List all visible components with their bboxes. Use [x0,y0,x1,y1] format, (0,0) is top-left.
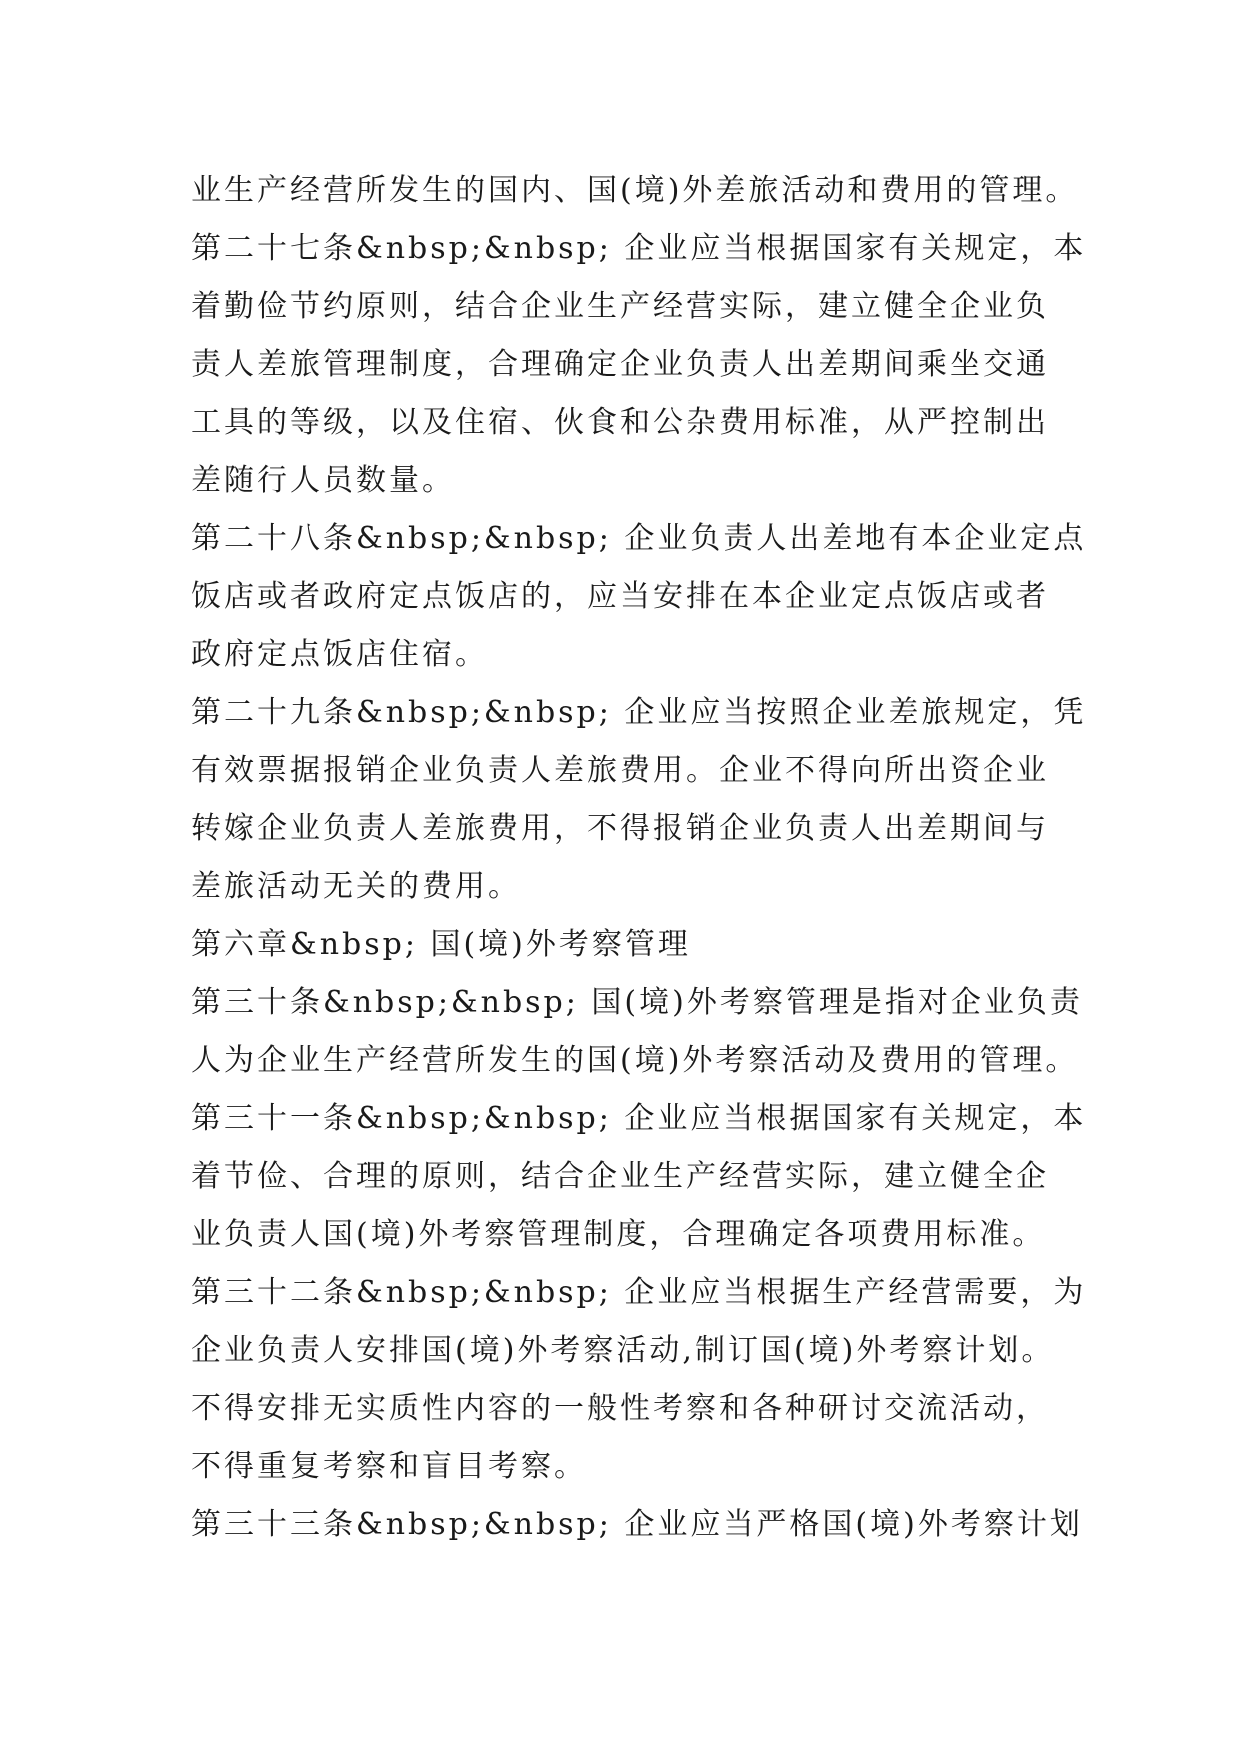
line-23: 不得重复考察和盲目考察。 [191,1449,587,1484]
line-5: 工具的等级，以及住宿、伙食和公杂费用标准，从严控制出 [191,405,1049,440]
line-4: 责人差旅管理制度，合理确定企业负责人出差期间乘坐交通 [191,347,1049,382]
line-16: 人为企业生产经营所发生的国(境)外考察活动及费用的管理。 [191,1043,1079,1078]
line-12: 转嫁企业负责人差旅费用，不得报销企业负责人出差期间与 [191,811,1049,846]
line-24: 第三十三条&nbsp;&nbsp; 企业应当严格国(境)外考察计划 [191,1507,1083,1542]
line-14: 第六章&nbsp; 国(境)外考察管理 [191,927,691,962]
line-21: 企业负责人安排国(境)外考察活动,制订国(境)外考察计划。 [191,1333,1055,1368]
line-18: 着节俭、合理的原则，结合企业生产经营实际，建立健全企 [191,1159,1049,1194]
line-3: 着勤俭节约原则，结合企业生产经营实际，建立健全企业负 [191,289,1049,324]
line-6: 差随行人员数量。 [191,463,455,498]
line-15: 第三十条&nbsp;&nbsp; 国(境)外考察管理是指对企业负责 [191,985,1083,1020]
line-20: 第三十二条&nbsp;&nbsp; 企业应当根据生产经营需要，为 [191,1275,1087,1310]
line-22: 不得安排无实质性内容的一般性考察和各种研讨交流活动， [191,1391,1049,1426]
line-13: 差旅活动无关的费用。 [191,869,521,904]
line-1: 业生产经营所发生的国内、国(境)外差旅活动和费用的管理。 [191,173,1079,208]
line-2: 第二十七条&nbsp;&nbsp; 企业应当根据国家有关规定，本 [191,231,1087,266]
line-17: 第三十一条&nbsp;&nbsp; 企业应当根据国家有关规定，本 [191,1101,1087,1136]
line-8: 饭店或者政府定点饭店的，应当安排在本企业定点饭店或者 [191,579,1049,614]
line-11: 有效票据报销企业负责人差旅费用。企业不得向所出资企业 [191,753,1049,788]
document-body [191,162,1091,1554]
line-9: 政府定点饭店住宿。 [191,637,488,672]
line-19: 业负责人国(境)外考察管理制度，合理确定各项费用标准。 [191,1217,1046,1252]
line-7: 第二十八条&nbsp;&nbsp; 企业负责人出差地有本企业定点 [191,521,1087,556]
line-10: 第二十九条&nbsp;&nbsp; 企业应当按照企业差旅规定，凭 [191,695,1087,730]
